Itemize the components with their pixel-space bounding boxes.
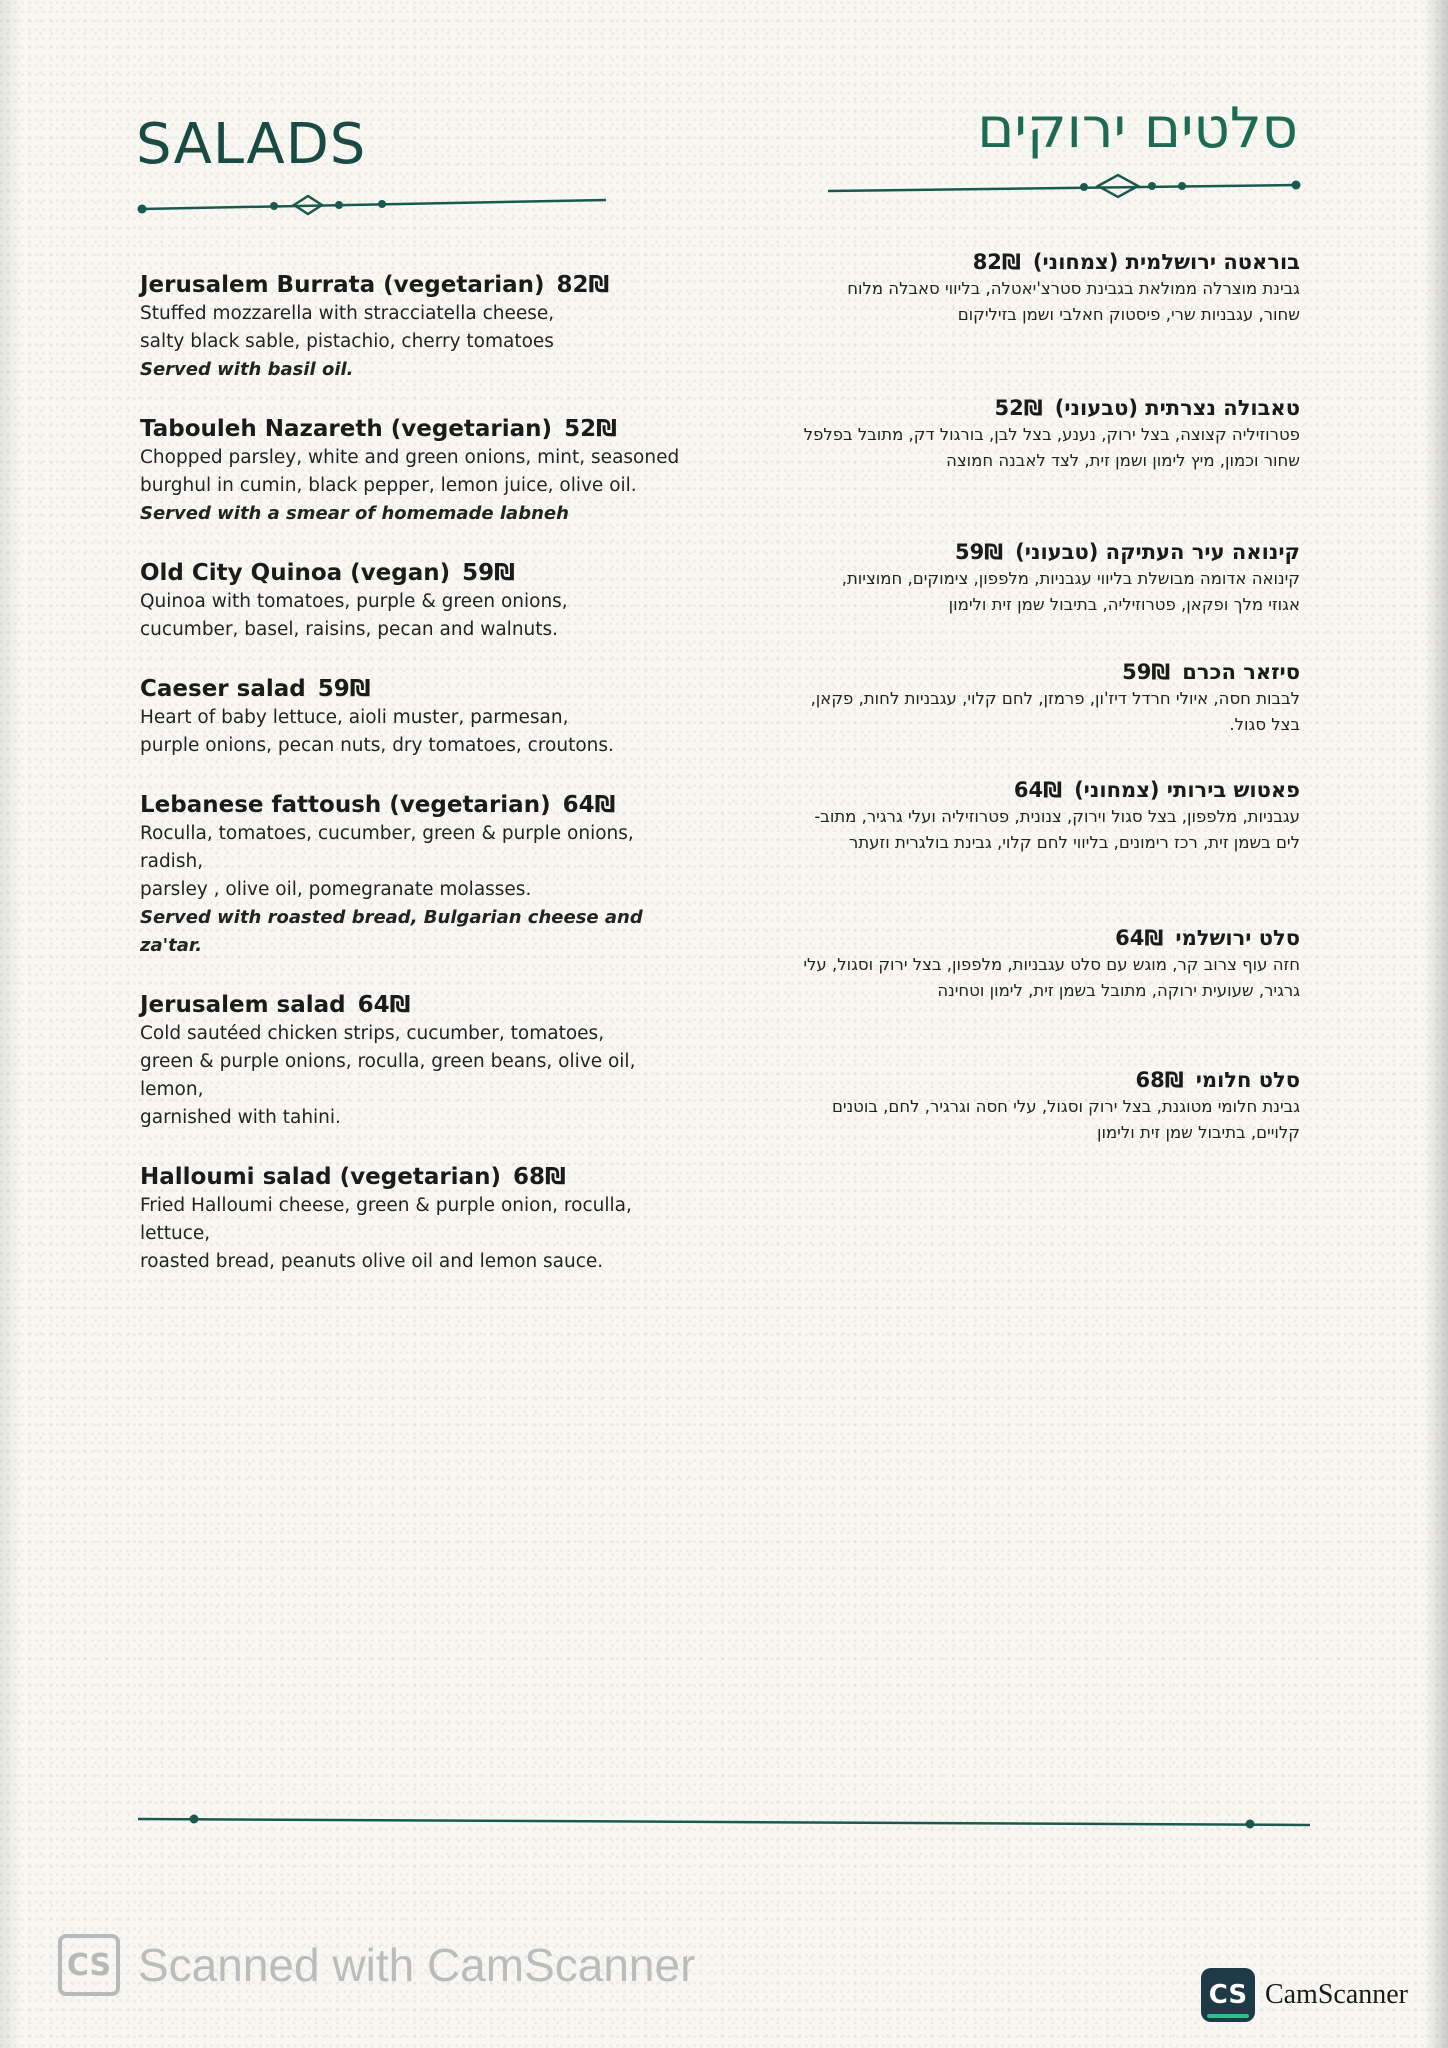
item-description-line: garnished with tahini. — [140, 1107, 341, 1128]
page-edge-left — [0, 0, 22, 2048]
item-price: 68₪ — [512, 1164, 566, 1190]
menu-item-halloumi-salad — [140, 1162, 700, 1276]
menu-item-he-tabouleh — [740, 394, 1300, 474]
salads-title-en: SALADS — [136, 112, 367, 177]
item-description-line: בצל סגול. — [1229, 715, 1300, 734]
item-description-line: Fried Halloumi cheese, green & purple onion, roculla, lettuce, — [140, 1195, 632, 1244]
item-description-line: Chopped parsley, white and green onions, mint, seasoned — [140, 447, 680, 468]
item-description-line: Cold sautéed chicken strips, cucumber, tomatoes, — [140, 1023, 605, 1044]
menu-item-he-burrata — [740, 248, 1300, 328]
menu-item-jerusalem-salad — [140, 990, 700, 1132]
item-name: Jerusalem Burrata (vegetarian) — [140, 272, 545, 298]
item-name: פאטוש בירותי (צמחוני) — [1074, 778, 1300, 802]
item-price: 59₪ — [462, 560, 515, 586]
watermark-text: Scanned with CamScanner — [138, 1939, 696, 1991]
bottom-divider — [138, 1812, 1318, 1832]
item-description-line: cucumber, basel, raisins, pecan and walnuts. — [140, 619, 559, 640]
menu-item-he-fattoush — [740, 776, 1300, 856]
item-description-line: גבינת חלומי מטוגנת, בצל ירוק וסגול, עלי חסה וגרגיר, לחם, בוטנים — [831, 1097, 1300, 1116]
item-price: 59₪ — [954, 540, 1004, 564]
item-name: Tabouleh Nazareth (vegetarian) — [140, 416, 553, 442]
item-description-line: לים בשמן זית, רכז רימונים, בליווי לחם קלוי, גבינת בולגרית וזעתר — [849, 833, 1300, 852]
menu-item-he-halloumi — [740, 1066, 1300, 1146]
item-description-line: שחור, עגבניות שרי, פיסטוק חאלבי ושמן בזיליקום — [957, 305, 1300, 324]
item-description-line: שחור וכמון, מיץ לימון ושמן זית, לצד לאבנה חמוצה — [946, 451, 1300, 470]
item-serving-note: Served with roasted bread, Bulgarian cheese and za'tar. — [140, 907, 643, 956]
camscanner-brand-text: CamScanner — [1264, 1979, 1408, 2010]
page-edge-shadow — [1424, 0, 1448, 2048]
item-description-line: green & purple onions, roculla, green beans, olive oil, lemon, — [140, 1051, 636, 1100]
item-price: 64₪ — [1013, 778, 1063, 802]
camscanner-logo-icon: CS — [58, 1934, 120, 1996]
item-description-line: פטרוזיליה קצוצה, בצל ירוק, נענע, בצל לבן, בורגול דק, מתובל בפלפל — [803, 425, 1300, 444]
item-name: סלט חלומי — [1195, 1068, 1300, 1092]
camscanner-brand — [1201, 1968, 1408, 2022]
item-description-line: קלויים, בתיבול שמן זית ולימון — [1096, 1123, 1300, 1142]
item-price: 52₪ — [994, 396, 1043, 420]
item-description-line: roasted bread, peanuts olive oil and lemon sauce. — [140, 1251, 604, 1272]
item-price: 59₪ — [317, 676, 371, 702]
item-description-line: גבינת מוצרלה ממולאת בגבינת סטרצ'יאטלה, בליווי סאבלה מלוח — [847, 279, 1300, 298]
item-description-line: Roculla, tomatoes, cucumber, green & purple onions, radish, — [140, 823, 634, 872]
menu-item-he-jerusalem-salad — [740, 924, 1300, 1004]
item-description-line: purple onions, pecan nuts, dry tomatoes, croutons. — [140, 735, 614, 756]
item-price: 82₪ — [972, 250, 1021, 274]
ornament-divider-left — [136, 188, 616, 228]
menu-item-he-quinoa — [740, 538, 1300, 618]
item-price: 64₪ — [1115, 926, 1164, 950]
salads-title-he: סלטים ירוקים — [977, 96, 1298, 161]
item-description-line: לבבות חסה, איולי חרדל דיז'ון, פרמזן, לחם קלוי, עגבניות לחות, פקאן, — [810, 689, 1300, 708]
item-name: Old City Quinoa (vegan) — [140, 560, 451, 586]
item-description-line: גרגיר, שעועית ירוקה, מתובל בשמן זית, לימון וטחינה — [937, 981, 1300, 1000]
item-serving-note: Served with basil oil. — [140, 359, 354, 380]
item-description-line: Heart of baby lettuce, aioli muster, parmesan, — [140, 707, 569, 728]
item-description-line: חזה עוף צרוב קר, מוגש עם סלט עגבניות, מלפפון, בצל ירוק וסגול, עלי — [803, 955, 1300, 974]
menu-item-tabouleh-nazareth — [140, 414, 700, 528]
item-description-line: salty black sable, pistachio, cherry tomatoes — [140, 331, 554, 352]
camscanner-app-icon: CS — [1201, 1968, 1255, 2022]
item-name: סלט ירושלמי — [1175, 926, 1300, 950]
item-description-line: קינואה אדומה מבושלת בליווי עגבניות, מלפפון, צימוקים, חמוציות, — [841, 569, 1300, 588]
item-name: Caeser salad — [140, 676, 306, 702]
item-name: Lebanese fattoush (vegetarian) — [140, 792, 551, 818]
item-serving-note: Served with a smear of homemade labneh — [140, 503, 569, 524]
item-price: 82₪ — [556, 272, 610, 298]
menu-item-old-city-quinoa — [140, 558, 700, 644]
item-description-line: burghul in cumin, black pepper, lemon juice, olive oil. — [140, 475, 637, 496]
item-name: קינואה עיר העתיקה (טבעוני) — [1015, 540, 1300, 564]
item-name: סיזאר הכרם — [1182, 660, 1300, 684]
menu-item-caeser-salad — [140, 674, 700, 760]
english-menu-column — [140, 270, 700, 1306]
item-name: Halloumi salad (vegetarian) — [140, 1164, 501, 1190]
scanner-watermark — [58, 1930, 695, 2000]
item-price: 52₪ — [564, 416, 617, 442]
item-description-line: עגבניות, מלפפון, בצל סגול וירוק, צנונית, פטרוזיליה ועלי גרגיר, מתוב- — [814, 807, 1300, 826]
item-description-line: Quinoa with tomatoes, purple & green onions, — [140, 591, 568, 612]
menu-item-he-caesar — [740, 658, 1300, 738]
item-description-line: Stuffed mozzarella with stracciatella cheese, — [140, 303, 555, 324]
item-description-line: parsley , olive oil, pomegranate molasses. — [140, 879, 532, 900]
ornament-divider-right — [826, 165, 1306, 205]
item-price: 68₪ — [1135, 1068, 1184, 1092]
item-name: Jerusalem salad — [140, 992, 346, 1018]
item-price: 59₪ — [1122, 660, 1171, 684]
item-price: 64₪ — [357, 992, 411, 1018]
item-price: 64₪ — [562, 792, 616, 818]
menu-item-jerusalem-burrata — [140, 270, 700, 384]
item-description-line: אגוזי מלך ופקאן, פטרוזיליה, בתיבול שמן זית ולימון — [948, 595, 1300, 614]
menu-item-lebanese-fattoush — [140, 790, 700, 960]
item-name: בוראטה ירושלמית (צמחוני) — [1032, 250, 1300, 274]
item-name: טאבולה נצרתית (טבעוני) — [1054, 396, 1300, 420]
